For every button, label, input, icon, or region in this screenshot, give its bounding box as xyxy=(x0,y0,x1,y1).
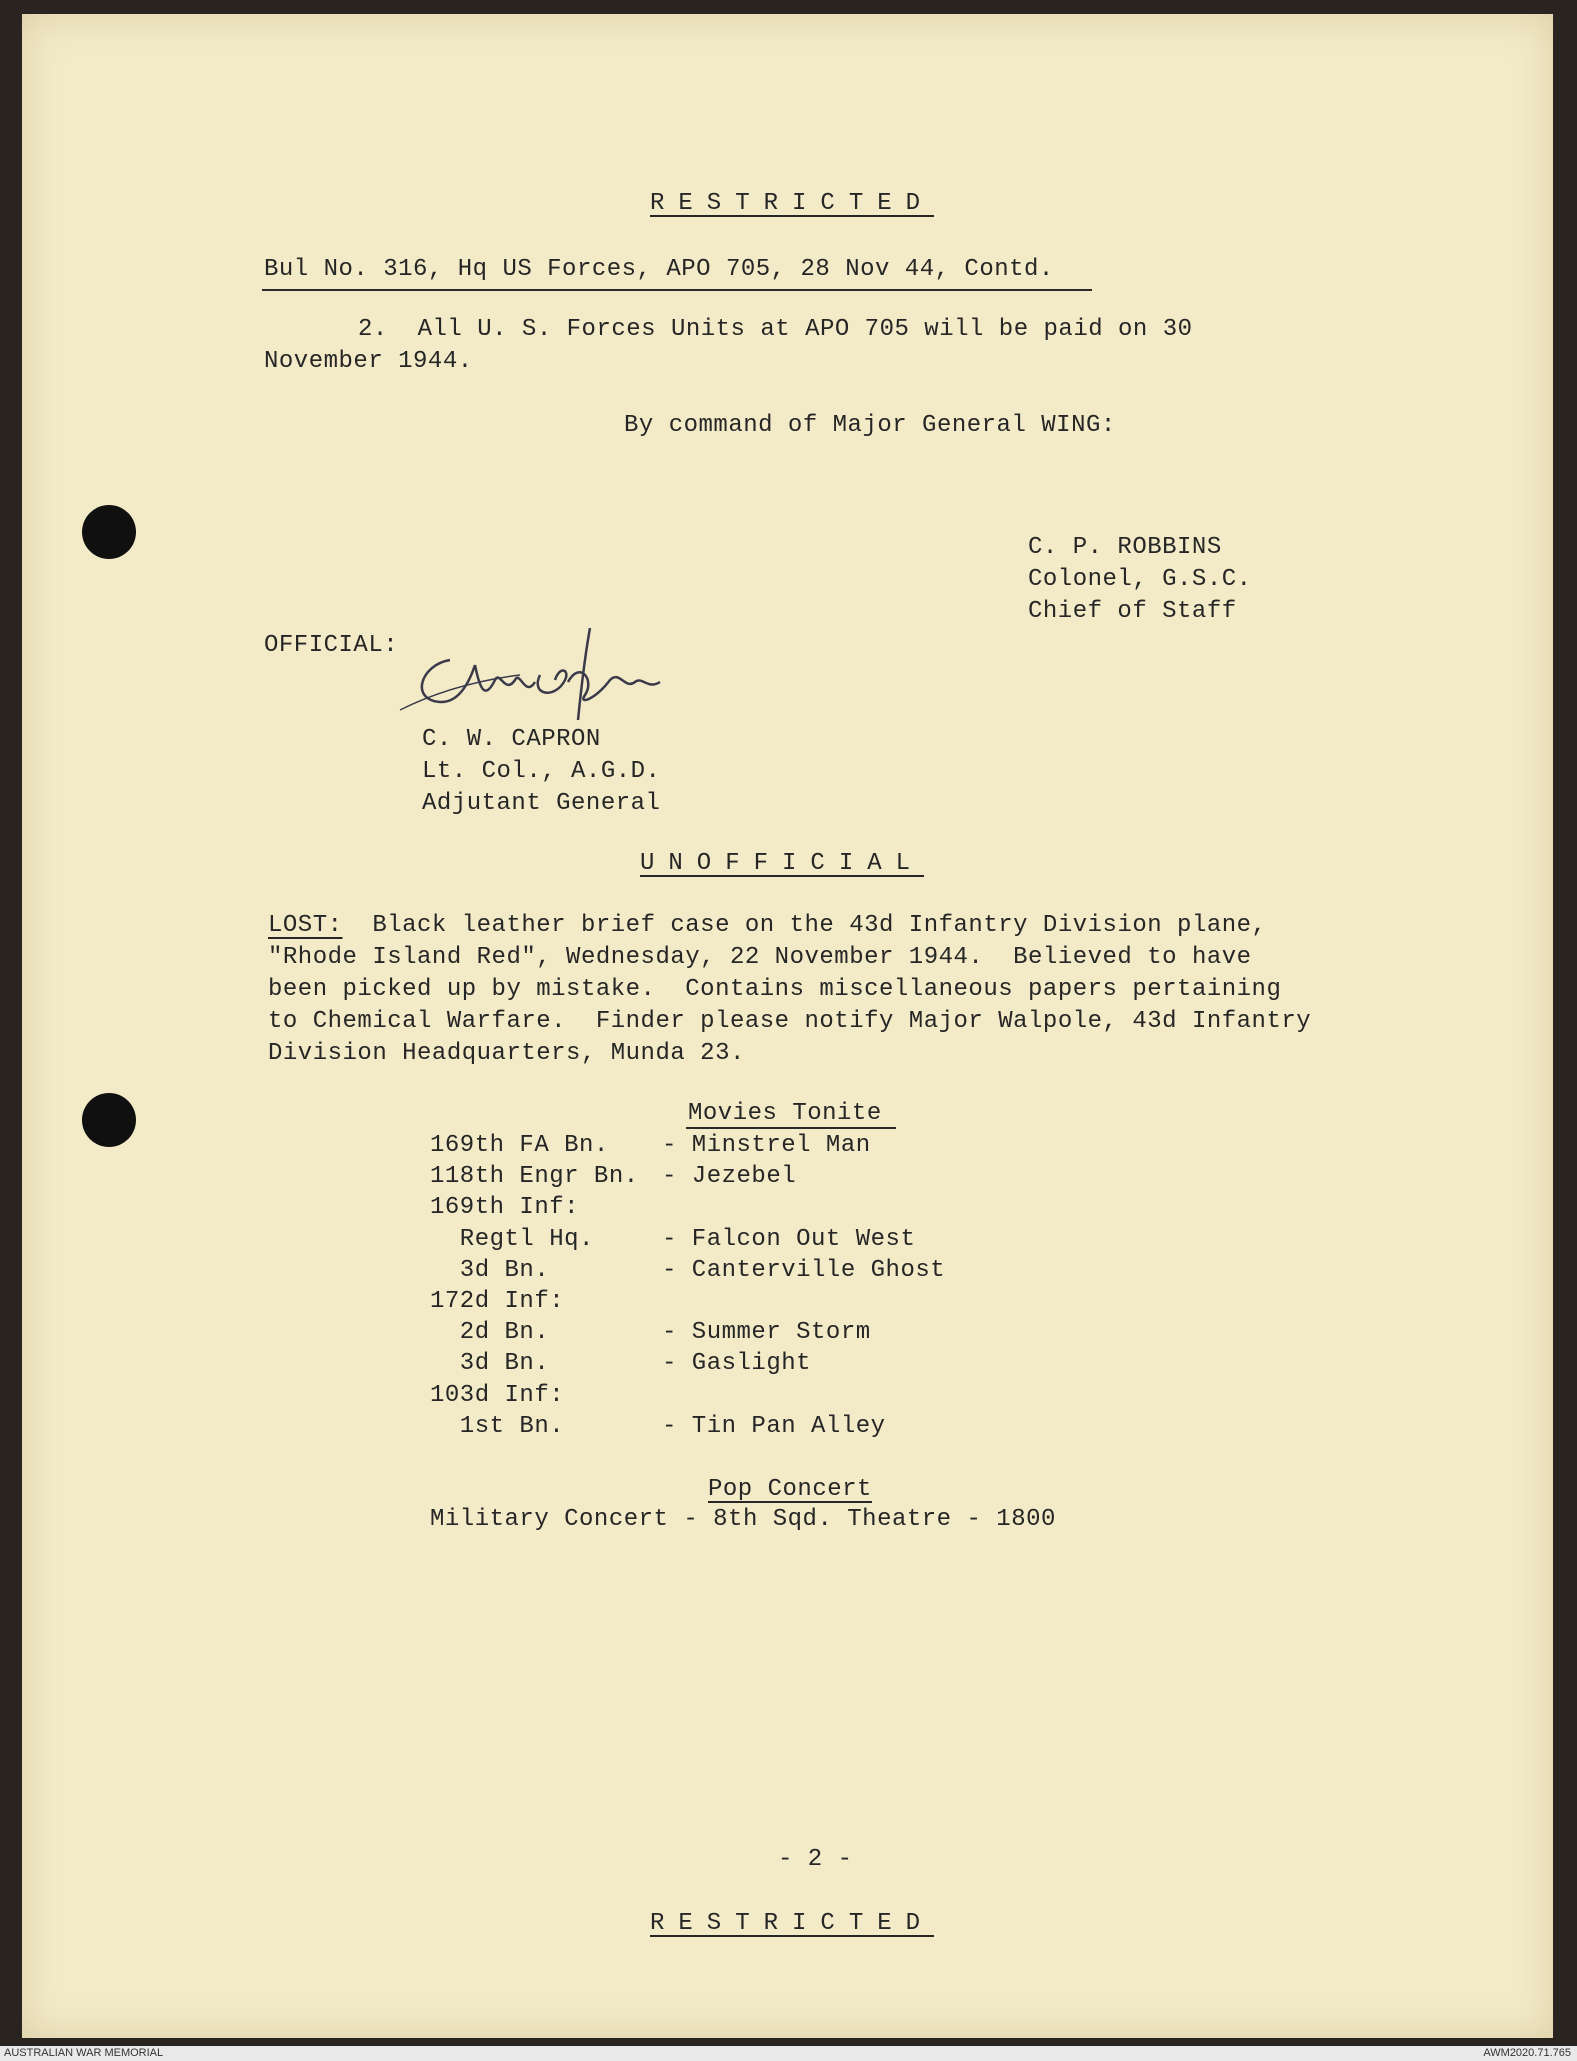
archive-accession-number: AWM2020.71.765 xyxy=(1483,2047,1571,2059)
chief-of-staff-title: Chief of Staff xyxy=(1028,598,1237,625)
paragraph-2-line-1: 2. All U. S. Forces Units at APO 705 will be paid on 30 xyxy=(358,316,1193,343)
movies-heading-underline xyxy=(686,1127,896,1129)
movie-title: - Jezebel xyxy=(662,1163,797,1190)
classification-top: RESTRICTED xyxy=(650,190,935,217)
chief-of-staff-name: C. P. ROBBINS xyxy=(1028,534,1222,561)
movie-unit: Regtl Hq. xyxy=(430,1226,594,1253)
movie-unit: 3d Bn. xyxy=(430,1350,550,1377)
movie-title: - Tin Pan Alley xyxy=(662,1413,886,1440)
movies-heading: Movies Tonite xyxy=(688,1100,882,1127)
movie-unit: 2d Bn. xyxy=(430,1319,550,1346)
unofficial-heading: UNOFFICIAL xyxy=(640,850,925,877)
chief-of-staff-rank: Colonel, G.S.C. xyxy=(1028,566,1252,593)
movie-unit: 103d Inf: xyxy=(430,1382,565,1409)
movie-unit: 172d Inf: xyxy=(430,1288,565,1315)
handwritten-signature xyxy=(380,620,730,730)
movie-title: - Minstrel Man xyxy=(662,1132,871,1159)
movie-title: - Falcon Out West xyxy=(662,1226,916,1253)
archive-footer xyxy=(0,2046,1577,2061)
movie-title: - Canterville Ghost xyxy=(662,1257,946,1284)
adjutant-rank: Lt. Col., A.G.D. xyxy=(422,758,661,785)
movie-unit: 3d Bn. xyxy=(430,1257,550,1284)
lost-notice-line-2: "Rhode Island Red", Wednesday, 22 November 1944. Believed to have xyxy=(268,944,1252,971)
adjutant-title: Adjutant General xyxy=(422,790,661,817)
lost-notice-line-4: to Chemical Warfare. Finder please notify Major Walpole, 43d Infantry xyxy=(268,1008,1312,1035)
movie-unit: 118th Engr Bn. xyxy=(430,1163,639,1190)
by-command-line: By command of Major General WING: xyxy=(624,412,1116,439)
lost-label: LOST: xyxy=(268,912,343,939)
bulletin-underline xyxy=(262,289,1092,291)
paragraph-2-line-2: November 1944. xyxy=(264,348,473,375)
punch-hole-bottom xyxy=(82,1093,136,1147)
classification-bottom: RESTRICTED xyxy=(650,1910,935,1937)
movie-title: - Summer Storm xyxy=(662,1319,871,1346)
bulletin-line: Bul No. 316, Hq US Forces, APO 705, 28 Nov 44, Contd. xyxy=(264,256,1054,283)
adjutant-name: C. W. CAPRON xyxy=(422,726,601,753)
movie-title: - Gaslight xyxy=(662,1350,812,1377)
lost-notice-line-3: been picked up by mistake. Contains miscellaneous papers pertaining xyxy=(268,976,1282,1003)
concert-line: Military Concert - 8th Sqd. Theatre - 1800 xyxy=(430,1506,1056,1533)
punch-hole-top xyxy=(82,505,136,559)
archive-institution: AUSTRALIAN WAR MEMORIAL xyxy=(4,2047,164,2059)
lost-notice-line-1 xyxy=(268,912,1266,939)
page-number: - 2 - xyxy=(778,1846,853,1873)
movie-unit: 169th FA Bn. xyxy=(430,1132,609,1159)
official-label: OFFICIAL: xyxy=(264,632,399,659)
concert-heading: Pop Concert xyxy=(708,1476,872,1503)
movie-unit: 1st Bn. xyxy=(430,1413,565,1440)
lost-notice-line-5: Division Headquarters, Munda 23. xyxy=(268,1040,745,1067)
movie-unit: 169th Inf: xyxy=(430,1194,580,1221)
lost-line-1-text: Black leather brief case on the 43d Infantry Division plane, xyxy=(342,912,1267,939)
